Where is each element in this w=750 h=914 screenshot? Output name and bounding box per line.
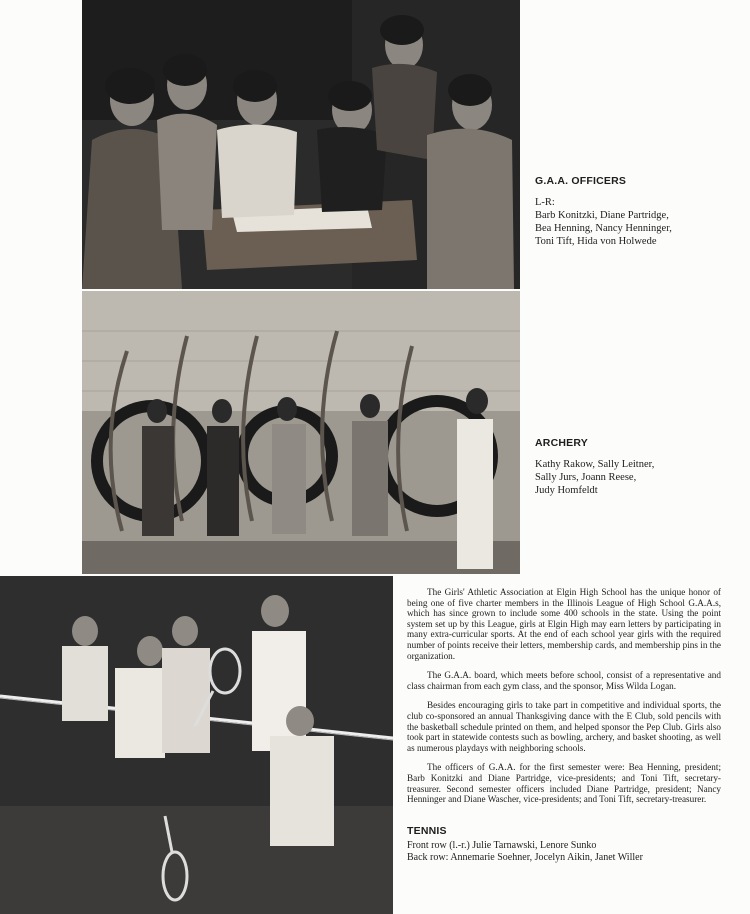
gaa-body-text	[407, 587, 721, 814]
gaa-officers-title: G.A.A. OFFICERS	[535, 175, 627, 187]
archery-photo	[82, 291, 520, 574]
body-paragraph: The Girls' Athletic Association at Elgin High School has the unique honor of being one of five charter members in the Illinois League of High School G.A.A.s, which has since grown to include some 400 schools in the state. Using the point system set up by this League, girls at Elgin High may earn letters by participating in many extra-curricular sports. At the end of each school year girls with the required number of points receive their letters, membership cards, and membership pins in the organization.	[407, 587, 721, 661]
caption-line: Toni Tift, Hida von Holwede	[535, 236, 657, 247]
gaa-officers-photo	[82, 0, 520, 289]
tennis-caption	[407, 825, 643, 864]
caption-line: Judy Homfeldt	[535, 485, 598, 496]
archery-caption	[535, 437, 654, 497]
caption-line: Barb Konitzki, Diane Partridge,	[535, 210, 669, 221]
caption-line: L-R:	[535, 197, 555, 208]
tennis-title: TENNIS	[407, 825, 447, 837]
body-paragraph: The officers of G.A.A. for the first semester were: Bea Henning, president; Barb Konitzki and Diane Partridge, vice-presidents; and Toni Tift, secretary-treasurer. Second semester officers included Diane Partridge, president; Nancy Henninger and Diane Wascher, vice-presidents; and Toni Tift, secretary-treasurer.	[407, 762, 721, 805]
caption-line: Front row (l.-r.) Julie Tarnawski, Lenore Sunko	[407, 840, 597, 851]
gaa-officers-caption	[535, 175, 672, 248]
body-paragraph: The G.A.A. board, which meets before school, consist of a representative and class chairman from each gym class, and the sponsor, Miss Wilda Logan.	[407, 670, 721, 691]
caption-line: Kathy Rakow, Sally Leitner,	[535, 459, 655, 470]
caption-line: Bea Henning, Nancy Henninger,	[535, 223, 672, 234]
body-paragraph: Besides encouraging girls to take part in competitive and individual sports, the club co-sponsored an annual Thanksgiving dance with the E Club, sold pencils with the basketball schedule printed on them, and helped sponsor the Pep Club. Girls also took part in statewide contests such as bowling, archery, and basket shooting, as well as numerous playdays with neighboring schools.	[407, 700, 721, 753]
archery-title: ARCHERY	[535, 437, 588, 449]
caption-line: Sally Jurs, Joann Reese,	[535, 472, 637, 483]
caption-line: Back row: Annemarie Soehner, Jocelyn Aikin, Janet Willer	[407, 852, 643, 863]
tennis-photo	[0, 576, 393, 914]
